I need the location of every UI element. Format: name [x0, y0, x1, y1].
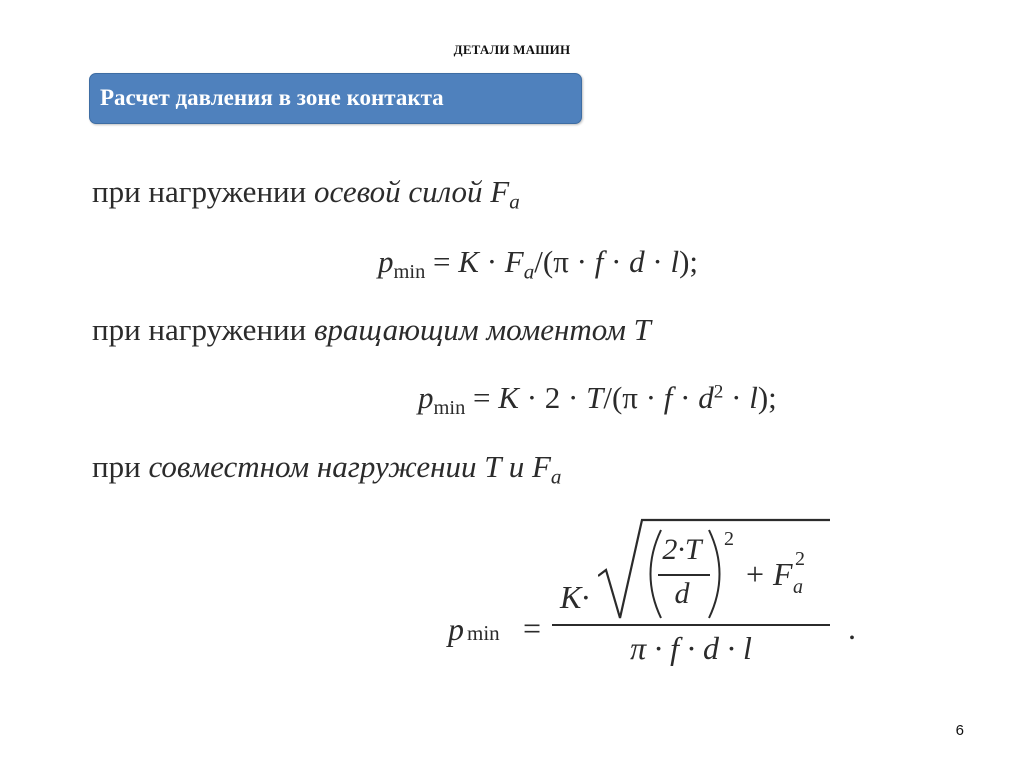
formula-combined: p min = K· 2·T d 2 + F a 2 π · f · d · l .	[448, 518, 868, 678]
case-italic: совместном нагружении T и F	[148, 449, 551, 484]
case-prefix: при нагружении	[92, 174, 314, 209]
case-subscript: a	[509, 189, 520, 214]
formula-axial: $pmin = K \cdot F_a/(\pi \cdot f \cdot d \cdot l)$;	[378, 244, 699, 284]
case-combined-text	[92, 449, 561, 490]
case-subscript: a	[550, 464, 562, 489]
case-italic: осевой силой F	[313, 174, 510, 209]
main-fraction-bar	[552, 624, 830, 626]
formula-torque: $pmin = K \cdot 2 \cdot T/(\pi \cdot f \cdot d^2 \cdot l)$;	[418, 380, 777, 420]
case-axial-force-text	[92, 174, 520, 215]
slide-title: Расчет давления в зоне контакта	[100, 85, 444, 110]
slide-title-banner	[89, 73, 582, 124]
case-prefix: при нагружении	[92, 312, 314, 347]
inner-fraction-bar	[658, 574, 710, 576]
page-number: 6	[955, 722, 964, 739]
case-prefix: при	[92, 449, 149, 484]
course-title: ДЕТАЛИ МАШИН	[453, 42, 571, 57]
case-torque-text	[92, 312, 651, 348]
case-italic: вращающим моментом T	[313, 312, 651, 347]
